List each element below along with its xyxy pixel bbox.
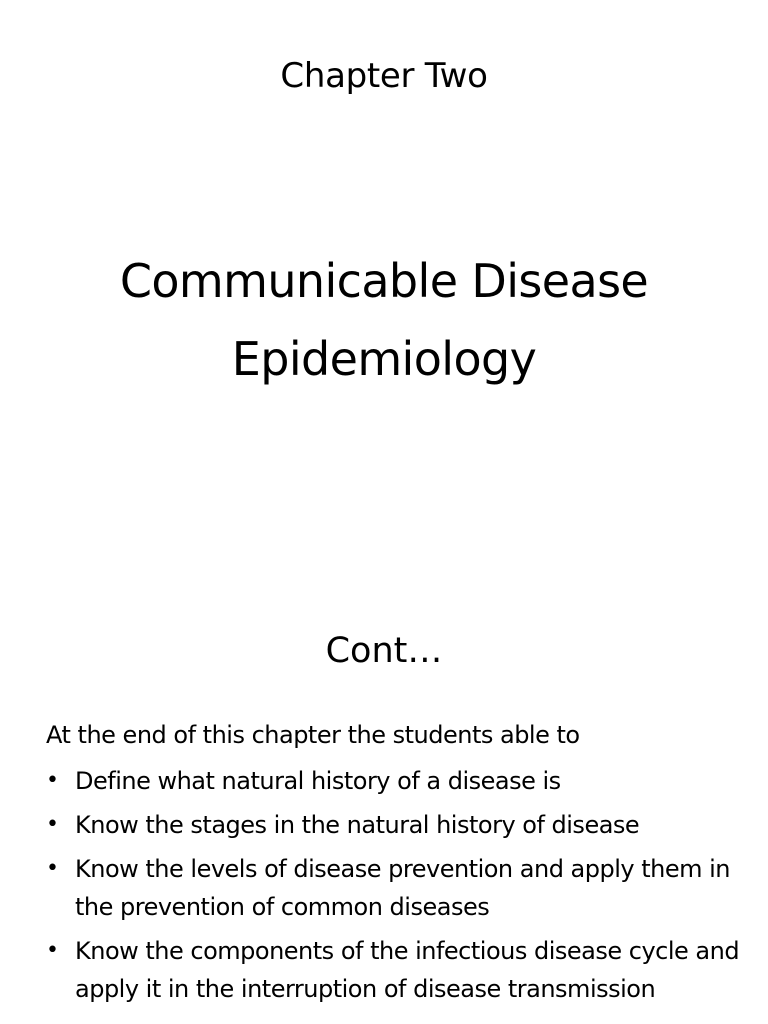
bullet-icon: • [46, 768, 59, 793]
slide-title-line-1: Communicable Disease [119, 254, 649, 308]
objectives-slide [0, 576, 768, 1024]
list-item [46, 762, 746, 800]
list-item-text: Define what natural history of a disease is [75, 767, 561, 795]
list-item-text: Know the levels of disease prevention and apply them in the prevention of common diseases [75, 855, 730, 921]
slide-title [0, 242, 768, 398]
objectives-list [46, 762, 746, 1014]
slide-title-line-2: Epidemiology [231, 332, 537, 386]
list-item [46, 932, 746, 1008]
chapter-label: Chapter Two [280, 56, 488, 96]
bullet-icon: • [46, 938, 59, 963]
bullet-icon: • [46, 812, 59, 837]
objectives-intro: At the end of this chapter the students able to [46, 721, 580, 749]
slide-heading: Cont… [325, 631, 443, 671]
list-item-text: Know the stages in the natural history of disease [75, 811, 640, 839]
bullet-icon: • [46, 856, 59, 881]
list-item [46, 806, 746, 844]
list-item-text: Know the components of the infectious disease cycle and apply it in the interruption of disease transmission [75, 937, 740, 1003]
list-item [46, 850, 746, 926]
